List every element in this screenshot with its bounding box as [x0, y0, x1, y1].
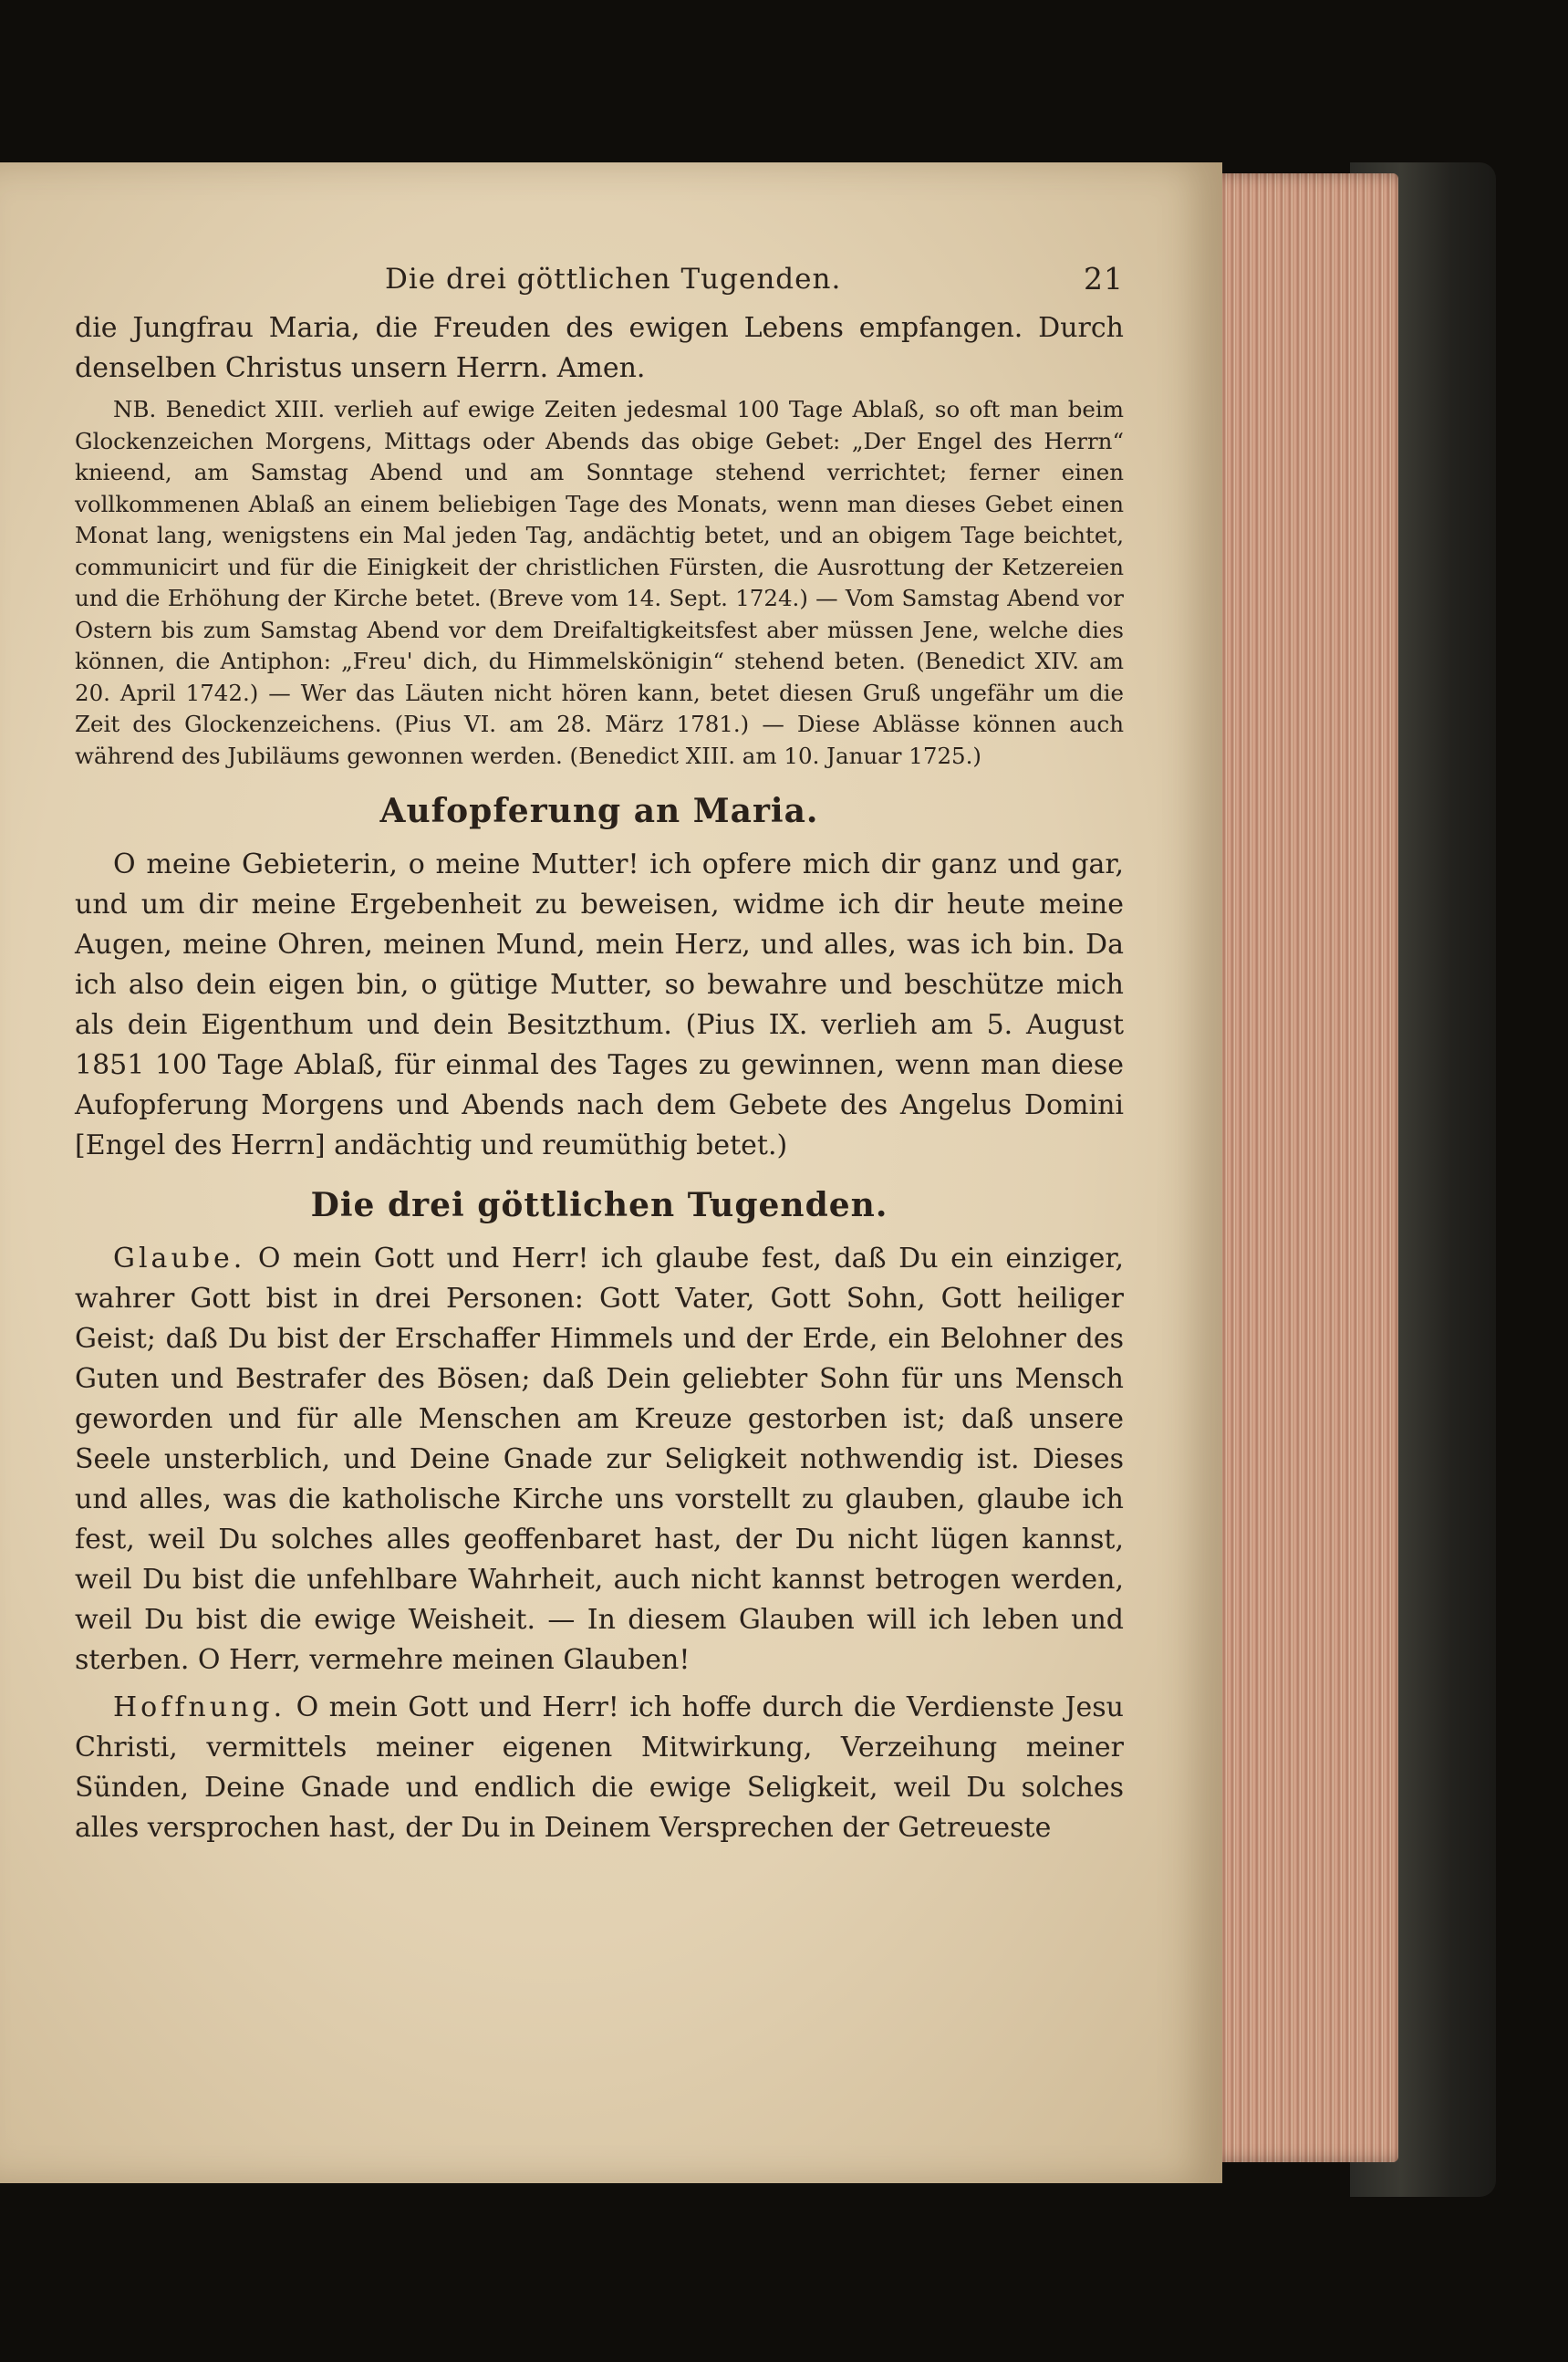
paragraph-hoffnung	[75, 1688, 1124, 1848]
paragraph-nb-note: NB. Benedict XIII. verlieh auf ewige Zeiten jedesmal 100 Tage Ablaß, so oft man beim Glockenzeichen Morgens, Mittags oder Abends das obige Gebet: „Der Engel des Herrn“ knieend, am Samstag Abend und am Sonntage stehend verrichtet; ferner einen vollkommenen Ablaß an einem beliebigen Tage des Monats, wenn man dieses Gebet einen Monat lang, wenigstens ein Mal jeden Tag, andächtig betet, und an obigem Tage beichtet, communicirt und für die Einigkeit der christlichen Fürsten, die Ausrottung der Ketzereien und die Erhöhung der Kirche betet. (Breve vom 14. Sept. 1724.) — Vom Samstag Abend vor Ostern bis zum Samstag Abend vor dem Dreifaltigkeitsfest aber müssen Jene, welche dies können, die Antiphon: „Freu' dich, du Himmelskönigin“ stehend beten. (Benedict XIV. am 20. April 1742.) — Wer das Läuten nicht hören kann, betet diesen Gruß ungefähr um die Zeit des Glockenzeichens. (Pius VI. am 28. März 1781.) — Diese Ablässe können auch während des Jubiläums gewonnen werden. (Benedict XIII. am 10. Januar 1725.)	[75, 396, 1124, 769]
paragraph-aufopferung: O meine Gebieterin, o meine Mutter! ich opfere mich dir ganz und gar, und um dir meine Ergebenheit zu beweisen, widme ich dir heute meine Augen, meine Ohren, meinen Mund, mein Herz, und alles, was ich bin. Da ich also dein eigen bin, o gütige Mutter, so bewahre und beschütze mich als dein Eigenthum und dein Besitzthum. (Pius IX. verlieh am 5. August 1851 100 Tage Ablaß, für einmal des Tages zu gewinnen, wenn man diese Aufopferung Morgens und Abends nach dem Gebete des Angelus Domini [Engel des Herrn] andächtig und reumüthig betet.)	[75, 848, 1124, 1161]
heading-tugenden: Die drei göttlichen Tugenden.	[310, 1186, 888, 1224]
glaube-label: Glaube.	[113, 1243, 246, 1275]
book-page	[0, 162, 1222, 2183]
running-head	[75, 254, 1124, 308]
page-edges	[1202, 173, 1398, 2162]
page-number: 21	[1084, 261, 1124, 297]
paragraph-glaube	[75, 1239, 1124, 1680]
hoffnung-text: O mein Gott und Herr! ich hoffe durch die Verdienste Jesu Christi, vermittels meiner eigenen Mitwirkung, Verzeihung meiner Sünden, Deine Gnade und endlich die ewige Seligkeit, weil Du solches alles versprochen hast, der Du in Deinem Versprechen der Getreueste	[75, 1691, 1124, 1844]
paragraph-prayer-end: die Jungfrau Maria, die Freuden des ewigen Lebens empfangen. Durch denselben Christus unsern Herrn. Amen.	[75, 312, 1124, 384]
page-text-block	[75, 254, 1124, 1848]
glaube-text: O mein Gott und Herr! ich glaube fest, daß Du ein einziger, wahrer Gott bist in drei Personen: Gott Vater, Gott Sohn, Gott heiliger Geist; daß Du bist der Erschaffer Himmels und der Erde, ein Belohner des Guten und Bestrafer des Bösen; daß Dein geliebter Sohn für uns Mensch geworden und für alle Menschen am Kreuze gestorben ist; daß unsere Seele unsterblich, und Deine Gnade zur Seligkeit nothwendig ist. Dieses und alles, was die katholische Kirche uns vorstellt zu glauben, glaube ich fest, weil Du solches alles geoffenbaret hast, der Du nicht lügen kannst, weil Du bist die unfehlbare Wahrheit, auch nicht kannst betrogen werden, weil Du bist die ewige Weisheit. — In diesem Glauben will ich leben und sterben. O Herr, vermehre meinen Glauben!	[75, 1243, 1124, 1676]
running-head-title: Die drei göttlichen Tugenden.	[385, 263, 842, 296]
heading-aufopferung: Aufopferung an Maria.	[379, 792, 819, 830]
hoffnung-label: Hoffnung.	[113, 1691, 286, 1723]
